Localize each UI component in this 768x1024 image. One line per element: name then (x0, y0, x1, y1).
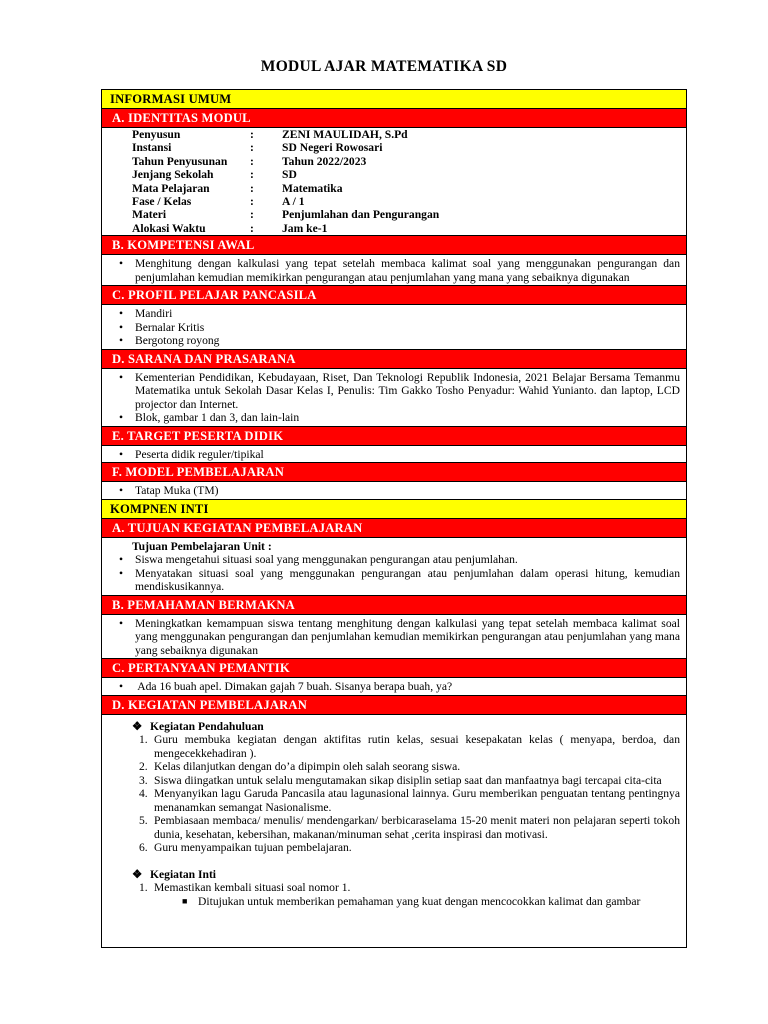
list-item: • Ada 16 buah apel. Dimakan gajah 7 buah. Sisanya berapa buah, ya? (119, 680, 453, 694)
list-item (110, 774, 680, 788)
identitas-colon: : (250, 128, 254, 141)
tujuan-subtitle: Tujuan Pembelajaran Unit : (132, 539, 272, 553)
step-text: Pembiasaan membaca/ menulis/ mendengarkan/ berbicaraselama 15-20 menit materi non pelajaran seperti tokoh dunia, kesehatan, kebersihan, makanan/minuman sehat ,cerita inspirasi dan motivasi. (154, 814, 680, 841)
step-text: Guru membuka kegiatan dengan aktifitas rutin kelas, sesuai kesepakatan kelas ( menyapa, berdoa, dan mengecekkehadiran ). (154, 733, 680, 760)
section-informasi-umum: INFORMASI UMUM (102, 90, 686, 109)
identitas-value: Matematika (282, 181, 343, 195)
identitas-row (110, 208, 680, 221)
identitas-key: Jenjang Sekolah (132, 168, 214, 182)
step-text: Siswa diingatkan untuk selalu mengutamakan sikap disiplin setiap saat dan manfaatnya bagi tercapai cita-cita (154, 773, 662, 787)
list-item: 1. Memastikan kembali situasi soal nomor 1. (139, 881, 351, 895)
identitas-key: Instansi (132, 141, 172, 155)
step-text: Kelas dilanjutkan dengan do’a dipimpin oleh salah seorang siswa. (154, 760, 461, 774)
list-item: • Kementerian Pendidikan, Kebudayaan, Riset, Dan Teknologi Republik Indonesia, 2021 Belajar Bersama Temanmu Matematika untuk Sekolah Dasar Kelas I, Penulis: Tim Gakko Tosho Penyadur: Wahid Yunianto. dan laptop, LCD projector dan Internet. (119, 370, 680, 411)
step-number: 1. (139, 733, 148, 747)
identitas-value: ZENI MAULIDAH, S.Pd (282, 128, 408, 141)
identitas-colon: : (250, 141, 254, 155)
step-text: Menyanyikan lagu Garuda Pancasila atau lagunasional lainnya. Guru memberikan penguatan tentang pentingnya menanamkan semangat Nasionalisme. (154, 787, 680, 814)
identitas-value: SD Negeri Rowosari (282, 141, 383, 155)
list-item: • Meningkatkan kemampuan siswa tentang menghitung dengan kalkulasi yang tepat setelah membaca kalimat soal yang menggunakan pengurangan dan penjumlahan kemudian memikirkan pengurangan atau penjumlahan yang mana yang sebaiknya digunakan (119, 616, 680, 657)
bullet-icon: • (119, 447, 124, 461)
bullet-icon: • (119, 320, 124, 334)
identitas-key: Fase / Kelas (132, 195, 192, 209)
diamond-bullet-icon: ❖ (132, 719, 143, 733)
section-model-pembelajaran: F. MODEL PEMBELAJARAN (102, 463, 686, 482)
bullet-icon: • (119, 334, 124, 348)
identitas-key: Mata Pelajaran (132, 181, 210, 195)
identitas-key: Materi (132, 208, 167, 222)
list-item (110, 787, 680, 814)
identitas-value: Tahun 2022/2023 (282, 154, 367, 168)
identitas-value: SD (282, 168, 297, 182)
list-item: ■ Ditujukan untuk memberikan pemahaman yang kuat dengan mencocokkan kalimat dan gambar (182, 894, 641, 908)
section-kegiatan-pembelajaran: D. KEGIATAN PEMBELAJARAN (102, 696, 686, 715)
list-item: • Bernalar Kritis (119, 320, 205, 334)
identitas-colon: : (250, 208, 254, 222)
identitas-key: Penyusun (132, 128, 181, 141)
kegiatan-inti-title: ❖ Kegiatan Inti (132, 867, 217, 881)
list-item (110, 760, 680, 774)
page-title: MODUL AJAR MATEMATIKA SD (260, 58, 508, 75)
square-bullet-icon: ■ (182, 895, 188, 906)
identitas-value: A / 1 (282, 195, 305, 209)
identitas-value: Penjumlahan dan Pengurangan (282, 208, 440, 222)
sarana-content (102, 369, 686, 427)
section-kompetensi-awal: B. KOMPETENSI AWAL (102, 236, 686, 255)
list-item: • Menghitung dengan kalkulasi yang tepat setelah membaca kalimat soal yang menggunakan pengurangan dan penjumlahan kemudian memikirkan pengurangan atau penjumlahan yang mana yang sebaiknya digunakan (119, 257, 680, 284)
bullet-icon: • (119, 680, 124, 694)
list-item: • Tatap Muka (TM) (119, 484, 219, 498)
module-table (101, 89, 687, 948)
kompetensi-awal-content (102, 255, 686, 286)
step-number: 6. (139, 841, 148, 855)
kegiatan-pendahuluan-title: ❖ Kegiatan Pendahuluan (132, 719, 264, 733)
identitas-key: Tahun Penyusunan (132, 154, 228, 168)
step-number: 3. (139, 773, 148, 787)
identitas-colon: : (250, 154, 254, 168)
list-item: • Peserta didik reguler/tipikal (119, 447, 264, 461)
bullet-icon: • (119, 566, 124, 580)
section-komponen-inti: KOMPNEN INTI (102, 500, 686, 519)
step-text: Guru menyampaikan tujuan pembelajaran. (154, 841, 352, 855)
bullet-icon: • (119, 411, 124, 425)
tujuan-content (102, 538, 686, 596)
identitas-row (110, 128, 680, 141)
identitas-row (110, 155, 680, 168)
identitas-colon: : (250, 181, 254, 195)
section-tujuan-kegiatan: A. TUJUAN KEGIATAN PEMBELAJARAN (102, 519, 686, 538)
identitas-row (110, 168, 680, 181)
list-item: • Menyatakan situasi soal yang menggunakan pengurangan atau penjumlahan dalam operasi hitung, kemudian mendiskusikannya. (119, 566, 680, 594)
identitas-colon: : (250, 168, 254, 182)
identitas-colon: : (250, 221, 254, 235)
profil-pancasila-content (102, 305, 686, 350)
list-item: • Siswa mengetahui situasi soal yang menggunakan pengurangan atau penjumlahan. (119, 553, 518, 567)
section-pertanyaan-pemantik: C. PERTANYAAN PEMANTIK (102, 659, 686, 678)
identitas-row (110, 195, 680, 208)
section-target-peserta: E. TARGET PESERTA DIDIK (102, 427, 686, 446)
identitas-value: Jam ke-1 (282, 221, 328, 235)
bullet-icon: • (119, 307, 124, 321)
step-number: 5. (139, 814, 148, 828)
identitas-row (110, 182, 680, 195)
bullet-icon: • (119, 616, 124, 630)
pemahaman-content (102, 615, 686, 660)
list-item (110, 733, 680, 760)
list-item (110, 814, 680, 841)
list-item: • Bergotong royong (119, 334, 220, 348)
bullet-icon: • (119, 484, 124, 498)
identitas-block (102, 128, 686, 236)
step-number: 4. (139, 787, 148, 801)
section-identitas-modul: A. IDENTITAS MODUL (102, 109, 686, 128)
target-content (102, 446, 686, 464)
bullet-icon: • (119, 370, 124, 384)
pertanyaan-content (102, 678, 686, 696)
bullet-icon: • (119, 553, 124, 567)
kegiatan-content (102, 715, 686, 947)
section-pemahaman-bermakna: B. PEMAHAMAN BERMAKNA (102, 596, 686, 615)
identitas-key: Alokasi Waktu (132, 221, 206, 235)
bullet-icon: • (119, 257, 124, 271)
identitas-colon: : (250, 195, 254, 209)
list-item (110, 841, 680, 855)
model-content (102, 482, 686, 500)
section-profil-pancasila: C. PROFIL PELAJAR PANCASILA (102, 286, 686, 305)
list-item: • Mandiri (119, 307, 173, 321)
identitas-row (110, 222, 680, 235)
step-number: 2. (139, 760, 148, 774)
identitas-row (110, 141, 680, 154)
diamond-bullet-icon: ❖ (132, 867, 143, 881)
list-item: • Blok, gambar 1 dan 3, dan lain-lain (119, 411, 300, 425)
section-sarana-prasarana: D. SARANA DAN PRASARANA (102, 350, 686, 369)
